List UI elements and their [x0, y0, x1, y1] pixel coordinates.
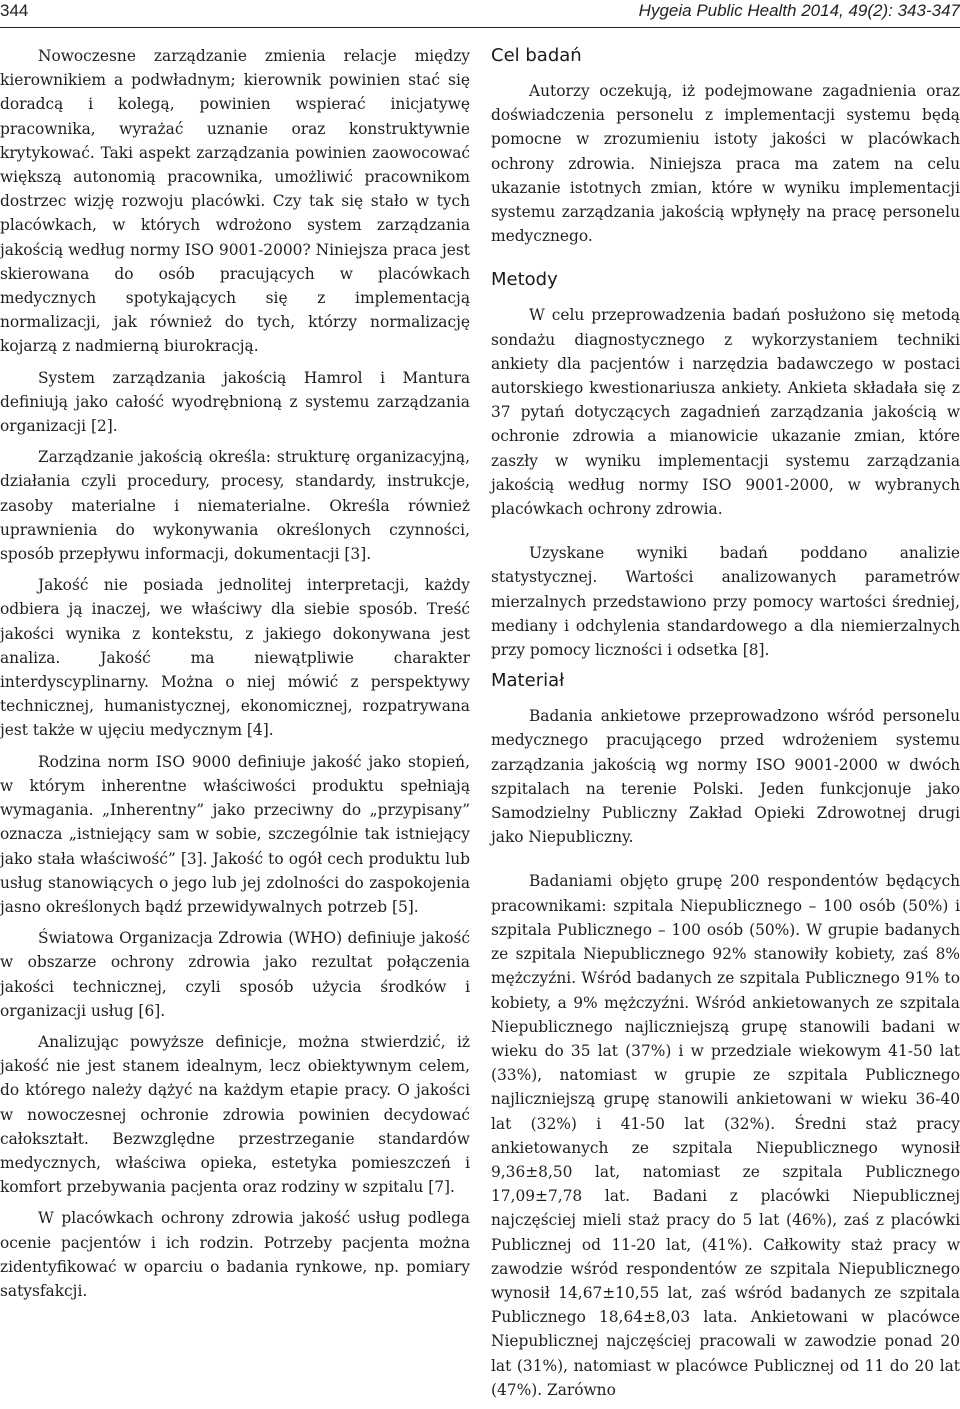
header-rule — [0, 27, 960, 28]
material-paragraph: Badaniami objęto grupę 200 respondentów będących pracownikami: szpitala Niepublicznego – 100 osób (50%) i szpitala Publicznego – 100 osób (50%). W grupie badanych ze szpitala Niepublicznego 92% stanowiły kobiety, zaś 8% mężczyźni. Wśród badanych ze szpitala Publicznego 91% to kobiety, a 9% mężczyźni. Wśród ankietowanych ze szpitala Niepublicznego najliczniejszą grupę stanowili badani w wieku do 35 lat (37%) i w przedziale wiekowym 41-50 lat (33%), natomiast w grupie ze szpitala Publicznego najliczniejszą grupę stanowili ankietowani w wieku 36-40 lat (32%) i 41-50 lat (32%). Średni staż pracy ankietowanych ze szpitala Niepublicznego wynosił 9,36±8,50 lat, natomiast ze szpitala Publicznego 17,09±7,78 lat. Badani z placówki Niepublicznej najczęściej mieli staż pracy do 5 lat (46%), zaś z placówki Publicznej od 11-20 lat, (41%). Całkowity staż pracy w zawodzie wśród respondentów ze szpitala Niepublicznego wynosił 14,67±10,55 lat, zaś wśród badanych ze szpitala Publicznego 18,64±8,03 lata. Ankietowani w placówce Niepublicznej najczęściej pracowali w zawodzie ponad 20 lat (31%), natomiast w placówce Publicznej od 11 do 20 lat (47%). Zarówno — [491, 872, 960, 1399]
body-paragraph: Jakość nie posiada jednolitej interpretacji, każdy odbiera ją inaczej, we właściwy dla siebie sposób. Treść jakości wynika z kontekstu, z jakiego dokonywana jest analiza. Jakość ma niewątpliwie charakter interdyscyplinarny. Można o niej mówić z perspektywy technicznej, humanistycznej, ekonomicznej, rozpatrywana jest także w ujęciu medycznym [4]. — [0, 576, 470, 740]
section-heading-material: Materiał — [491, 670, 565, 692]
intro-paragraph: Nowoczesne zarządzanie zmienia relacje między kierownikiem a podwładnym; kierownik powinien stać się doradcą i kolegą, powinien wspierać inicjatywę pracownika, wyrażać uznanie oraz konstruktywnie krytykować. Taki aspekt zarządzania powinien zaowocować większą autonomią pracownika, umożliwić pracownikom dostrzec wizję rozwoju placówki. Czy tak się stało w tych placówkach, w których wdrożono system zarządzania jakością według normy ISO 9001-2000? Niniejsza praca jest skierowana do osób pracujących w placówkach medycznych spotykających się z implementacją normalizacji, jak również do tych, którzy normalizację kojarzą z nadmierną biurokracją. — [0, 47, 470, 356]
journal-reference: Hygeia Public Health 2014, 49(2): 343-347 — [638, 1, 960, 20]
body-paragraph: W placówkach ochrony zdrowia jakość usług podlega ocenie pacjentów i ich rodzin. Potrzeby pacjenta można zidentyfikować w oparciu o badania rynkowe, np. pomiary satysfakcji. — [0, 1209, 470, 1300]
material-paragraph: Badania ankietowe przeprowadzono wśród personelu medycznego pracującego przed wdrożeniem systemu zarządzania jakością wg normy ISO 9001-2000 w dwóch szpitalach na terenie Polski. Jeden funkcjonuje jako Samodzielny Publiczny Zakład Opieki Zdrowotnej drugi jako Niepubliczny. — [491, 707, 960, 847]
left-column — [0, 44, 470, 1310]
body-paragraph: Analizując powyższe definicje, można stwierdzić, iż jakość nie jest stanem idealnym, lecz obiektywnym celem, do którego należy dążyć na każdym etapie pracy. O jakości w nowoczesnej ochronie zdrowia powinien decydować całokształt. Bezwzględne przestrzeganie standardów medycznych, właściwa opieka, estetyka pomieszczeń i komfort przebywania pacjenta oraz rodziny w szpitalu [7]. — [0, 1032, 470, 1197]
body-paragraph: System zarządzania jakością Hamrol i Mantura definiują jako całość wyodrębnioną z systemu zarządzania organizacji [2]. — [0, 368, 470, 436]
body-paragraph: Rodzina norm ISO 9000 definiuje jakość jako stopień, w którym inherentne właściwości produktu spełniają wymagania. „Inherentny” jako przeciwny do „przypisany” oznacza „istniejący sam w sobie, szczególnie tak istniejący jako stała właściwość” [3]. Jakość to ogół cech produktu lub usług stanowiących o jego lub jej zdolności do zaspokojenia jasno określonych bądź przewidywalnych potrzeb [5]. — [0, 752, 470, 916]
body-paragraph: Zarządzanie jakością określa: strukturę organizacyjną, działania czyli procedury, procesy, standardy, instrukcje, zasoby materialne i niematerialne. Określa również uprawnienia do wykonywania określonych czynności, sposób przepływu informacji, dokumentacji [3]. — [0, 448, 470, 564]
section-heading-cel-badan: Cel badań — [491, 45, 582, 66]
right-column — [491, 44, 960, 1409]
metody-paragraph: Uzyskane wyniki badań poddano analizie statystycznej. Wartości analizowanych parametrów mierzalnych przedstawiono przy pomocy wartości średniej, mediany i odchylenia standardowego a dla niemierzalnych przy pomocy liczności i odsetka [8]. — [491, 544, 960, 660]
cel-badan-paragraph: Autorzy oczekują, iż podejmowane zagadnienia oraz doświadczenia personelu z implementacji systemu będą pomocne w zrozumieniu istoty jakości w placówkach ochrony zdrowia. Niniejsza praca ma zatem na celu ukazanie istotnych zmian, które w wyniku implementacji systemu zarządzania jakością wpłynęły na pracę personelu medycznego. — [491, 82, 960, 246]
page-number: 344 — [0, 1, 29, 20]
metody-paragraph: W celu przeprowadzenia badań posłużono się metodą sondażu diagnostycznego z wykorzystaniem techniki ankiety dla pacjentów i narzędzia badawczego w postaci autorskiego kwestionariusza ankiety. Ankieta składała się z 37 pytań dotyczących zagadnień zarządzania jakością w ochronie zdrowia a mianowicie ukazanie zmian, które zaszły w wyniku implementacji systemu zarządzania jakością według normy ISO 9001-2000, w wybranych placówkach ochrony zdrowia. — [491, 306, 960, 519]
section-heading-metody: Metody — [491, 269, 558, 291]
body-paragraph: Światowa Organizacja Zdrowia (WHO) definiuje jakość w obszarze ochrony zdrowia jako rezultat połączenia jakości technicznej, czyli sposób użycia środków i organizacji usług [6]. — [0, 929, 470, 1020]
